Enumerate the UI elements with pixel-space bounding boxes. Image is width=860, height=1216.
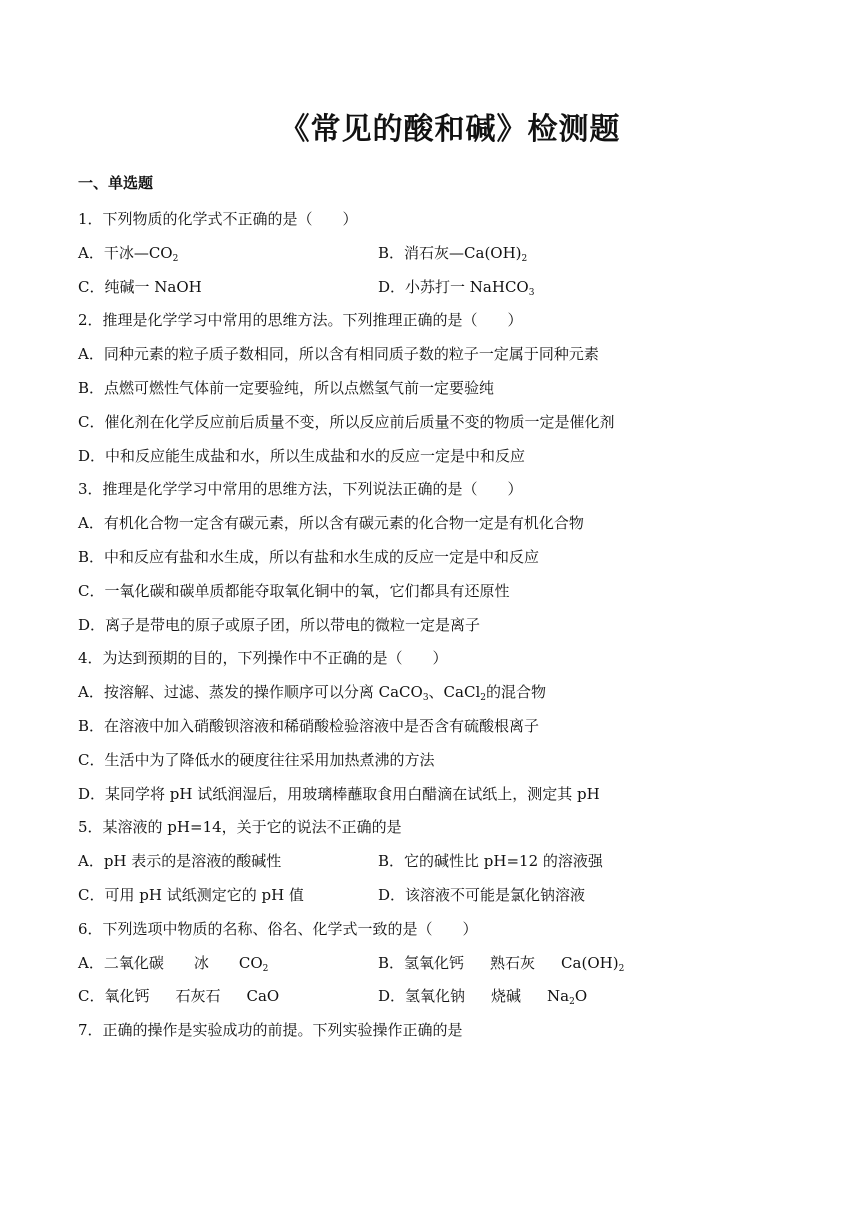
question-2-option-c: C．催化剂在化学反应前后质量不变，所以反应前后质量不变的物质一定是催化剂 xyxy=(78,412,615,431)
question-2-option-d: D．中和反应能生成盐和水，所以生成盐和水的反应一定是中和反应 xyxy=(78,446,526,465)
question-6-stem: 6．下列选项中物质的名称、俗名、化学式一致的是（ ） xyxy=(78,919,478,938)
option-a: A．二氧化碳 冰 $CO_2$ xyxy=(78,953,269,974)
question-5-options-cd xyxy=(78,882,818,916)
question-4-option-a: A．按溶解、过滤、蒸发的操作顺序可以分离 CaCO$_3$、CaCl$_2$的混合物 xyxy=(78,683,546,704)
question-3-option-a: A．有机化合物一定含有碳元素，所以含有碳元素的化合物一定是有机化合物 xyxy=(78,514,584,533)
question-3-option-b: B．中和反应有盐和水生成，所以有盐和水生成的反应一定是中和反应 xyxy=(78,547,540,566)
page-title: 《常见的酸和碱》检测题 xyxy=(279,112,621,147)
question-3-stem: 3．推理是化学学习中常用的思维方法，下列说法正确的是（ ） xyxy=(78,480,523,499)
option-a: A．pH 表示的是溶液的酸碱性 xyxy=(78,852,282,871)
option-d: D．该溶液不可能是氯化钠溶液 xyxy=(378,885,586,904)
option-b: B．氢氧化钙 熟石灰 $Ca(OH)_2$ xyxy=(378,953,625,974)
option-a: A．干冰$—CO_2$ xyxy=(78,243,179,264)
question-list xyxy=(78,206,818,1051)
option-b: B．它的碱性比 pH=12 的溶液强 xyxy=(378,852,603,871)
question-2-stem: 2．推理是化学学习中常用的思维方法。下列推理正确的是（ ） xyxy=(78,311,523,330)
option-b: B．消石灰$—Ca(OH)_2$ xyxy=(378,243,528,264)
question-4-option-b: B．在溶液中加入硝酸钡溶液和稀硝酸检验溶液中是否含有硫酸根离子 xyxy=(78,716,540,735)
question-4-stem: 4．为达到预期的目的，下列操作中不正确的是（ ） xyxy=(78,649,448,668)
option-c: C．可用 pH 试纸测定它的 pH 值 xyxy=(78,885,304,904)
option-c: C．氧化钙 石灰石 CaO xyxy=(78,987,280,1006)
question-1-options-ab xyxy=(78,240,818,274)
question-4-option-d: D．某同学将 pH 试纸润湿后，用玻璃棒蘸取食用白醋滴在试纸上，测定其 pH xyxy=(78,784,600,803)
question-2-option-b: B．点燃可燃性气体前一定要验纯，所以点燃氢气前一定要验纯 xyxy=(78,378,495,397)
question-4-option-c: C．生活中为了降低水的硬度往往采用加热煮沸的方法 xyxy=(78,750,435,769)
question-3-option-d: D．离子是带电的原子或原子团，所以带电的微粒一定是离子 xyxy=(78,615,481,634)
question-2-option-a: A．同种元素的粒子质子数相同，所以含有相同质子数的粒子一定属于同种元素 xyxy=(78,345,599,364)
option-d: D．氢氧化钠 烧碱 $Na_2O$ xyxy=(378,987,588,1008)
section-heading: 一、单选题 xyxy=(78,174,154,192)
question-7-stem: 7．正确的操作是实验成功的前提。下列实验操作正确的是 xyxy=(78,1021,463,1040)
question-6-options-ab xyxy=(78,950,818,984)
question-5-stem: 5．某溶液的 pH=14，关于它的说法不正确的是 xyxy=(78,818,402,837)
question-1-options-cd xyxy=(78,274,818,308)
question-1-stem: 1．下列物质的化学式不正确的是（ ） xyxy=(78,210,358,228)
question-6-options-cd xyxy=(78,983,818,1017)
question-5-options-ab xyxy=(78,848,818,882)
question-3-option-c: C．一氧化碳和碳单质都能夺取氧化铜中的氧，它们都具有还原性 xyxy=(78,581,510,600)
option-c: C．纯碱一 NaOH xyxy=(78,277,202,296)
option-d: D．小苏打一 NaHCO$_3$ xyxy=(378,277,535,298)
